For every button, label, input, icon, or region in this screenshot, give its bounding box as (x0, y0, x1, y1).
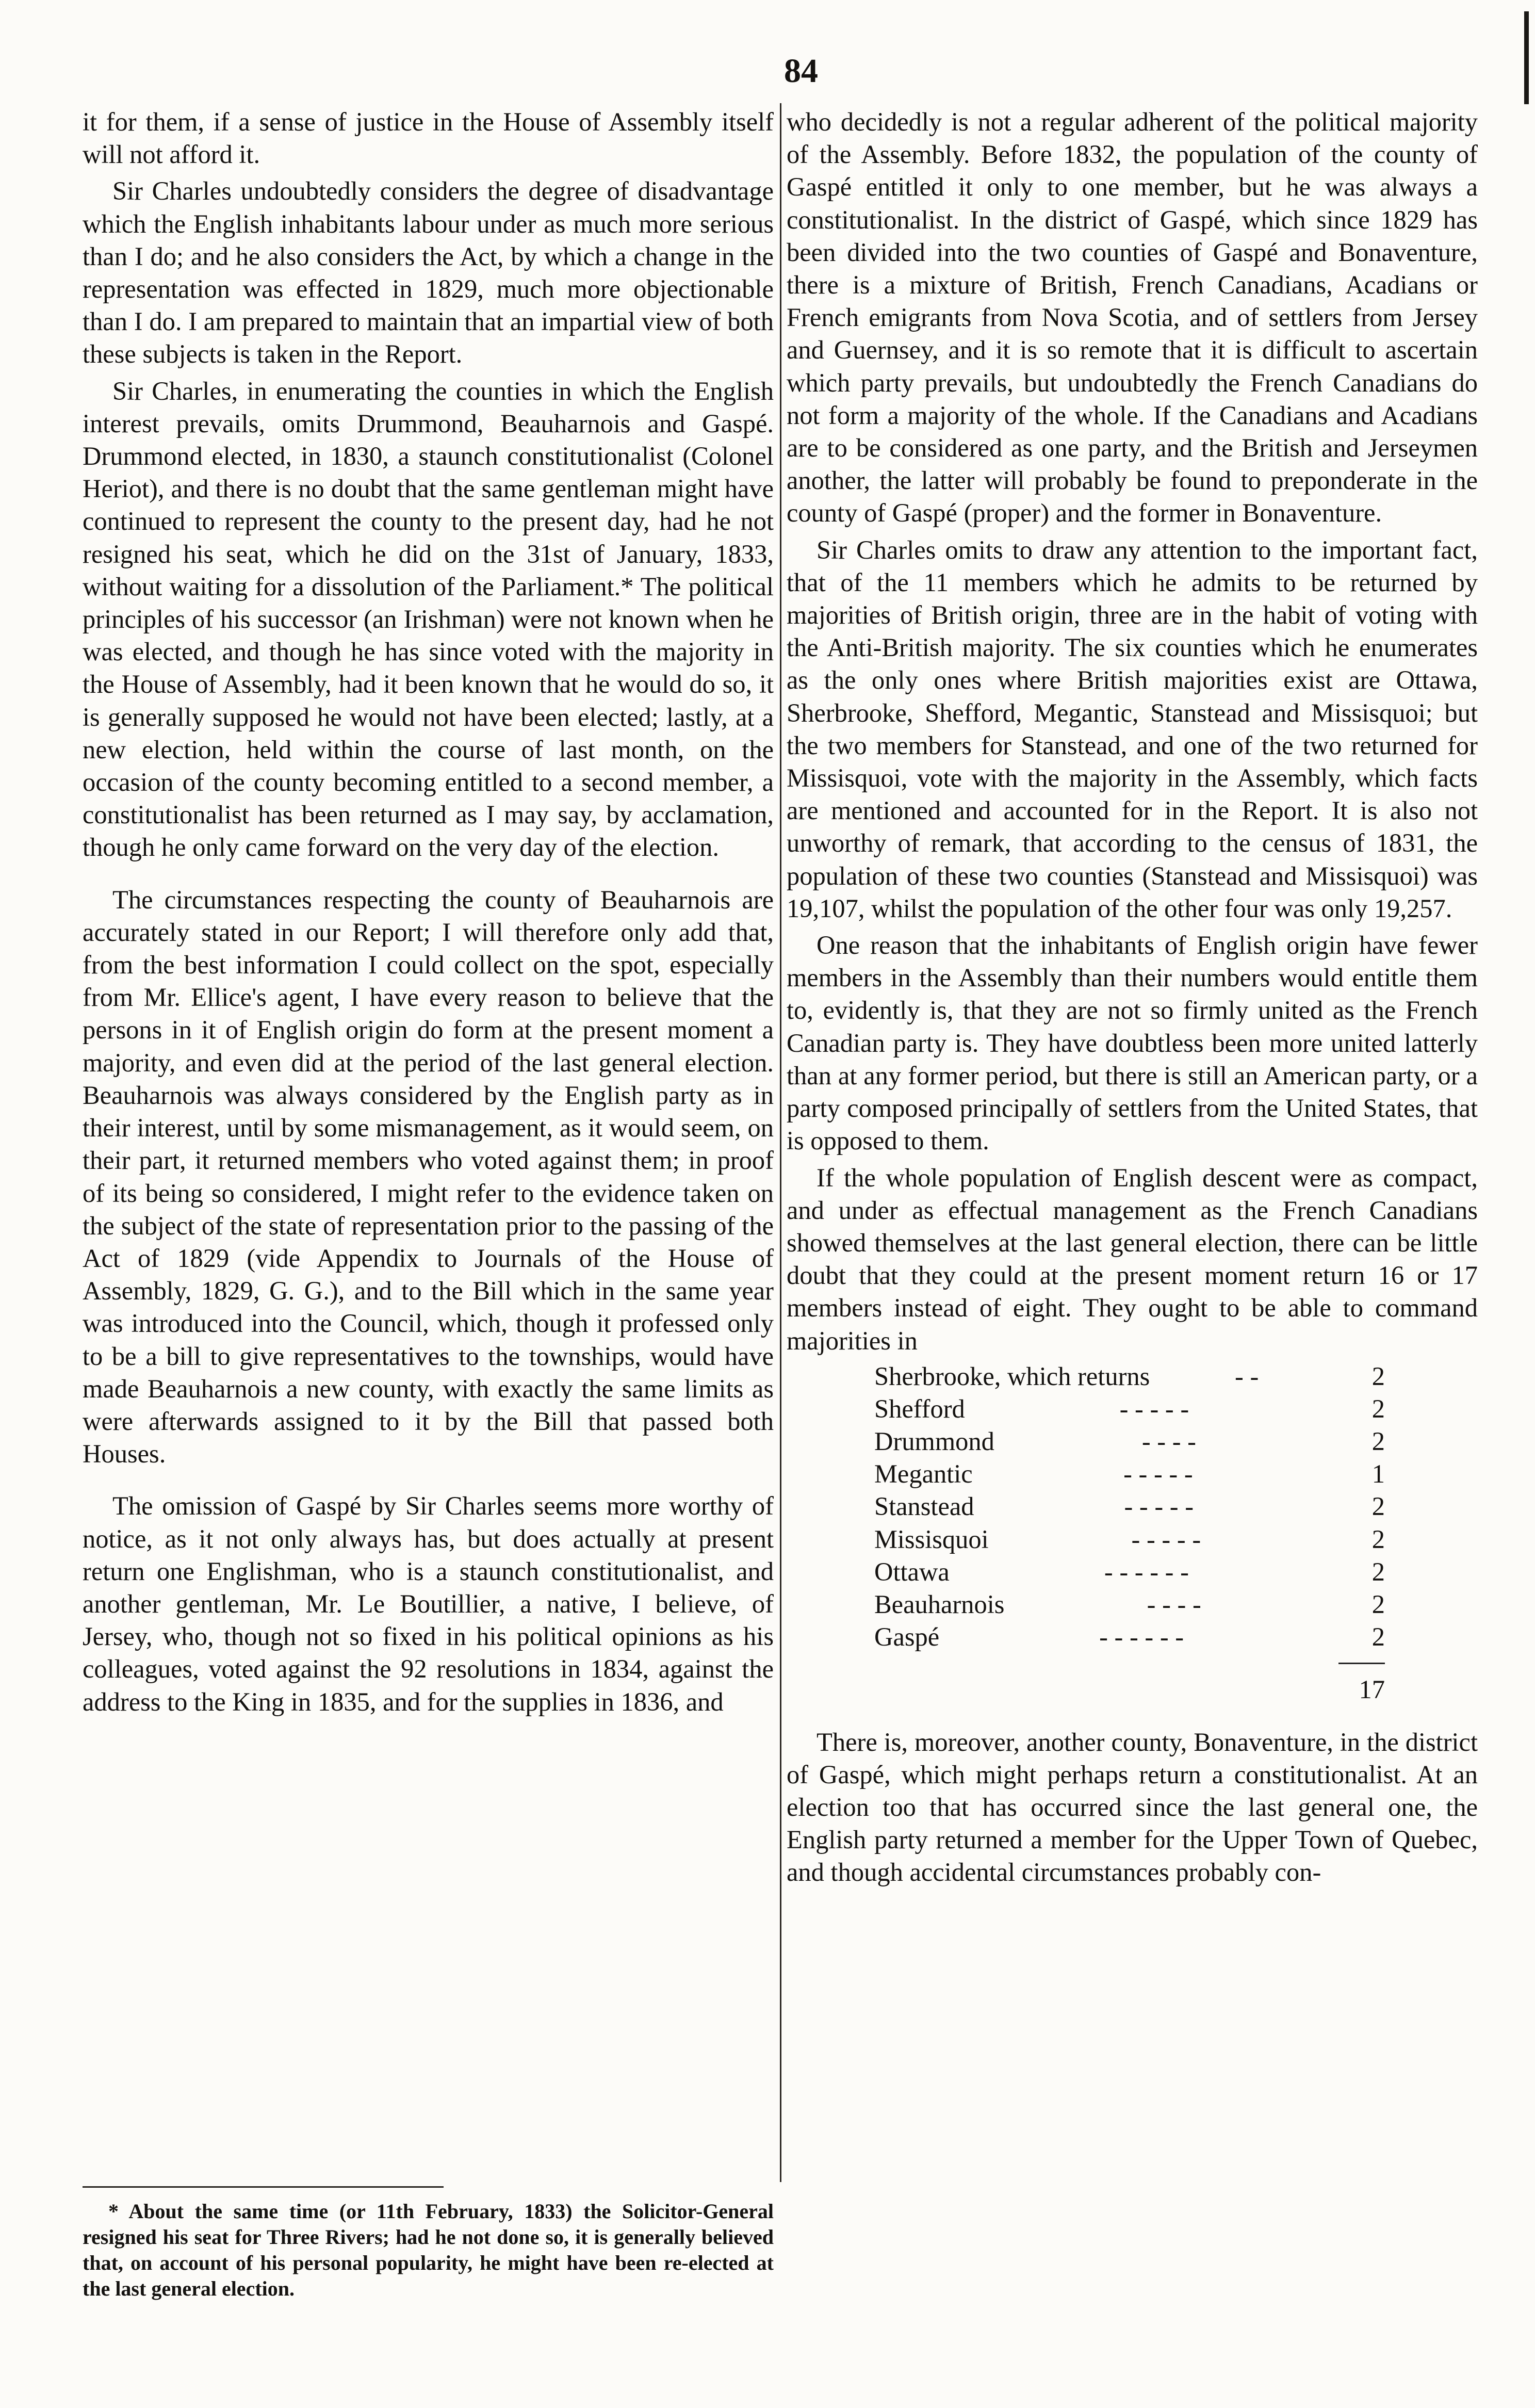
county-dashes: - - - - - (1119, 1394, 1189, 1423)
left-paragraph: The circumstances respecting the county of Beauharnois are accurately stated in our Report; I will therefore only add that, from the best information I could collect on the spot, especially from Mr. Ellice's agent, I have every reason to believe that the persons in it of English origin do form at the present moment a majority, and even did at the period of the last general election. Beauharnois was always considered by the English party as in their interest, until by some mismanagement, as it would seem, on their part, it returned members who voted against them; in proof of its being so considered, I might refer to the evidence taken on the subject of the state of representation prior to the passing of the Act of 1829 (vide Appendix to Journals of the House of Assembly, 1829, G. G.), and to the Bill which in the same year was introduced into the Council, which, though it professed only to be a bill to give representatives to the townships, would have made Beauharnois a new county, with exactly the same limits as were afterwards assigned to it by the Bill that passed both Houses. (83, 885, 774, 1469)
county-seats: 2 (1371, 1557, 1385, 1586)
county-seats: 2 (1371, 1622, 1385, 1652)
county-name: Stanstead (874, 1492, 974, 1521)
right-paragraph: who decidedly is not a regular adherent of the political majority of the Assembly. Before 1832, the population of the county of Gaspé entitled it only to one member, but he was always a constitutionalist. In the district of Gaspé, which since 1829 has been divided into the two counties of Gaspé and Bonaventure, there is a mixture of British, French Canadians, Acadians or French emigrants from Nova Scotia, and of settlers from Jersey and Guernsey, and it is so remote that it is difficult to ascertain which party prevails, but undoubtedly the French Canadians do not form a majority of the whole. If the Canadians and Acadians are to be considered as one party, and the British and Jerseymen another, the latter will probably be found to preponderate in the county of Gaspé (proper) and the former in Bonaventure. (787, 107, 1478, 528)
county-row (874, 1556, 1385, 1588)
county-seats: 2 (1371, 1590, 1385, 1619)
scan-edge-mark (1524, 11, 1529, 104)
county-row (874, 1360, 1385, 1393)
left-paragraph: The omission of Gaspé by Sir Charles seems more worthy of notice, as it not only always has, but does actually at present return one Englishman, who is a staunch constitutionalist, and another gentleman, Mr. Le Boutillier, a native, I believe, of Jersey, who, though not so fixed in his political opinions as his colleagues, voted against the 92 resolutions in 1834, against the address to the King in 1835, and for the supplies in 1836, and (83, 1491, 774, 1716)
county-seats: 1 (1371, 1459, 1385, 1489)
county-dashes: - - - - - (1131, 1524, 1201, 1554)
county-name: Drummond (874, 1427, 994, 1456)
county-row (874, 1393, 1385, 1425)
county-dashes: - - - - - (1123, 1459, 1193, 1489)
right-paragraph: One reason that the inhabitants of English origin have fewer members in the Assembly than their numbers would entitle them to, evidently is, that they are not so firmly united as the French Canadian party is. They have doubtless been more united latterly than at any former period, but there is still an American party, or a party composed principally of settlers from the United States, that is opposed to them. (787, 931, 1478, 1156)
county-dashes: - - - - (1141, 1427, 1196, 1456)
left-paragraph: Sir Charles, in enumerating the counties in which the English interest prevails, omits Drummond, Beauharnois and Gaspé. Drummond elected, in 1830, a staunch constitutionalist (Colonel Heriot), and there is no doubt that the same gentleman might have continued to represent the county to the present day, had he not resigned his seat, which he did on the 31st of January, 1833, without waiting for a dissolution of the Parliament.* The political principles of his successor (an Irishman) were not known when he was elected, and though he has since voted with the majority in the House of Assembly, had it been known that he would do so, it is generally supposed he would not have been elected; lastly, at a new election, held within the course of last month, on the occasion of the county becoming entitled to a second member, a constitutionalist has been returned as I may say, by acclamation, though he only came forward on the very day of the election. (83, 376, 774, 862)
county-row (874, 1490, 1385, 1523)
county-dashes: - - - - - - (1104, 1557, 1189, 1586)
county-row (874, 1458, 1385, 1490)
county-name: Sherbrooke, which returns (874, 1361, 1150, 1391)
county-name: Beauharnois (874, 1590, 1005, 1619)
right-paragraph: If the whole population of English descent were as compact, and under as effectual management as the French Canadians showed themselves at the last general election, there can be little doubt that they could at the present moment return 16 or 17 members instead of eight. They ought to be able to command majorities in (787, 1163, 1478, 1355)
county-seats: 2 (1371, 1394, 1385, 1423)
county-seats: 2 (1371, 1361, 1385, 1391)
right-paragraph: There is, moreover, another county, Bonaventure, in the district of Gaspé, which might perhaps return a constitutionalist. At an election too that has occurred since the last general one, the English party returned a member for the Upper Town of Quebec, and though accidental circumstances probably con- (787, 1727, 1478, 1887)
column-divider (780, 103, 781, 2182)
county-row (874, 1425, 1385, 1458)
county-row (874, 1621, 1385, 1653)
county-dashes: - - - - - - (1099, 1622, 1184, 1652)
left-paragraph: it for them, if a sense of justice in the House of Assembly itself will not afford it. (83, 107, 774, 169)
county-name: Shefford (874, 1394, 965, 1423)
county-seats: 2 (1371, 1492, 1385, 1521)
county-row (874, 1523, 1385, 1556)
county-table (874, 1360, 1385, 1654)
county-name: Gaspé (874, 1622, 940, 1652)
right-column (787, 106, 1478, 1889)
county-name: Ottawa (874, 1557, 950, 1586)
county-name: Megantic (874, 1459, 973, 1489)
total-rule (1338, 1663, 1385, 1664)
county-row (874, 1588, 1385, 1621)
county-seats: 2 (1371, 1524, 1385, 1554)
page-number: 84 (784, 52, 818, 90)
footnote-rule (83, 2186, 444, 2188)
left-paragraph: Sir Charles undoubtedly considers the degree of disadvantage which the English inhabitants labour under as much more serious than I do; and he also considers the Act, by which a change in the representation was effected in 1829, much more objectionable than I do. I am prepared to maintain that an impartial view of both these subjects is taken in the Report. (83, 176, 774, 369)
county-dashes: - - - - - (1124, 1492, 1194, 1521)
left-column (83, 106, 774, 1718)
county-dashes: - - - - (1147, 1590, 1201, 1619)
county-seats: 2 (1371, 1427, 1385, 1456)
total-seats: 17 (1359, 1675, 1385, 1704)
county-dashes: - - (1235, 1361, 1259, 1391)
county-name: Missisquoi (874, 1524, 989, 1554)
footnote (83, 2199, 774, 2302)
footnote-text: * About the same time (or 11th February, 1833) the Solicitor-General resigned his seat for Three Rivers; had he not done so, it is generally believed that, on account of his personal popularity, he might have been re-elected at the last general election. (83, 2200, 774, 2300)
right-paragraph: Sir Charles omits to draw any attention to the important fact, that of the 11 members which he admits to be returned by majorities of British origin, three are in the habit of voting with the Anti-British majority. The six counties which he enumerates as the only ones where British majorities exist are Ottawa, Sherbrooke, Shefford, Megantic, Stanstead and Missisquoi; but the two members for Stanstead, and one of the two returned for Missisquoi, vote with the majority in the Assembly, which facts are mentioned and accounted for in the Report. It is also not unworthy of remark, that according to the census of 1831, the population of these two counties (Stanstead and Missisquoi) was 19,107, whilst the population of the other four was only 19,257. (787, 535, 1478, 923)
